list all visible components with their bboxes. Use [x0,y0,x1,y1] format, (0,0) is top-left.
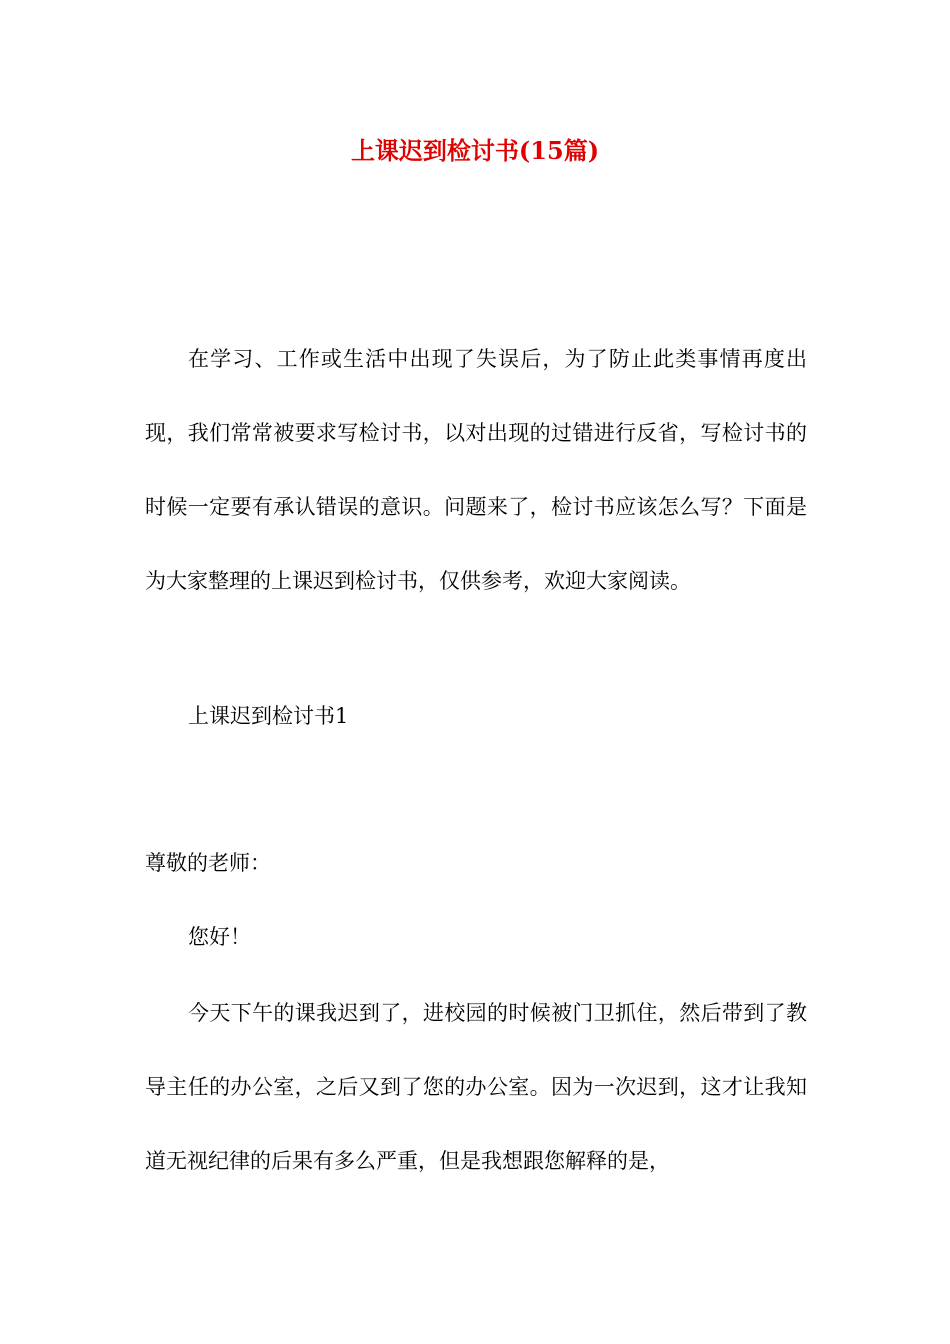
document-title: 上课迟到检讨书(15篇) [350,136,600,165]
greeting: 您好！ [188,925,251,949]
salutation: 尊敬的老师： [145,851,271,875]
letter-paragraph: 今天下午的课我迟到了，进校园的时候被门卫抓住，然后带到了教导主任的办公室，之后又到了您的办公室。因为一次迟到，这才让我知道无视纪律的后果有多么严重，但是我想跟您解释的是， [145,1001,807,1173]
section-heading: 上课迟到检讨书1 [188,704,349,728]
intro-paragraph: 在学习、工作或生活中出现了失误后，为了防止此类事情再度出现，我们常常被要求写检讨书，以对出现的过错进行反省，写检讨书的时候一定要有承认错误的意识。问题来了，检讨书应该怎么写？下面是为大家整理的上课迟到检讨书，仅供参考，欢迎大家阅读。 [145,347,807,593]
